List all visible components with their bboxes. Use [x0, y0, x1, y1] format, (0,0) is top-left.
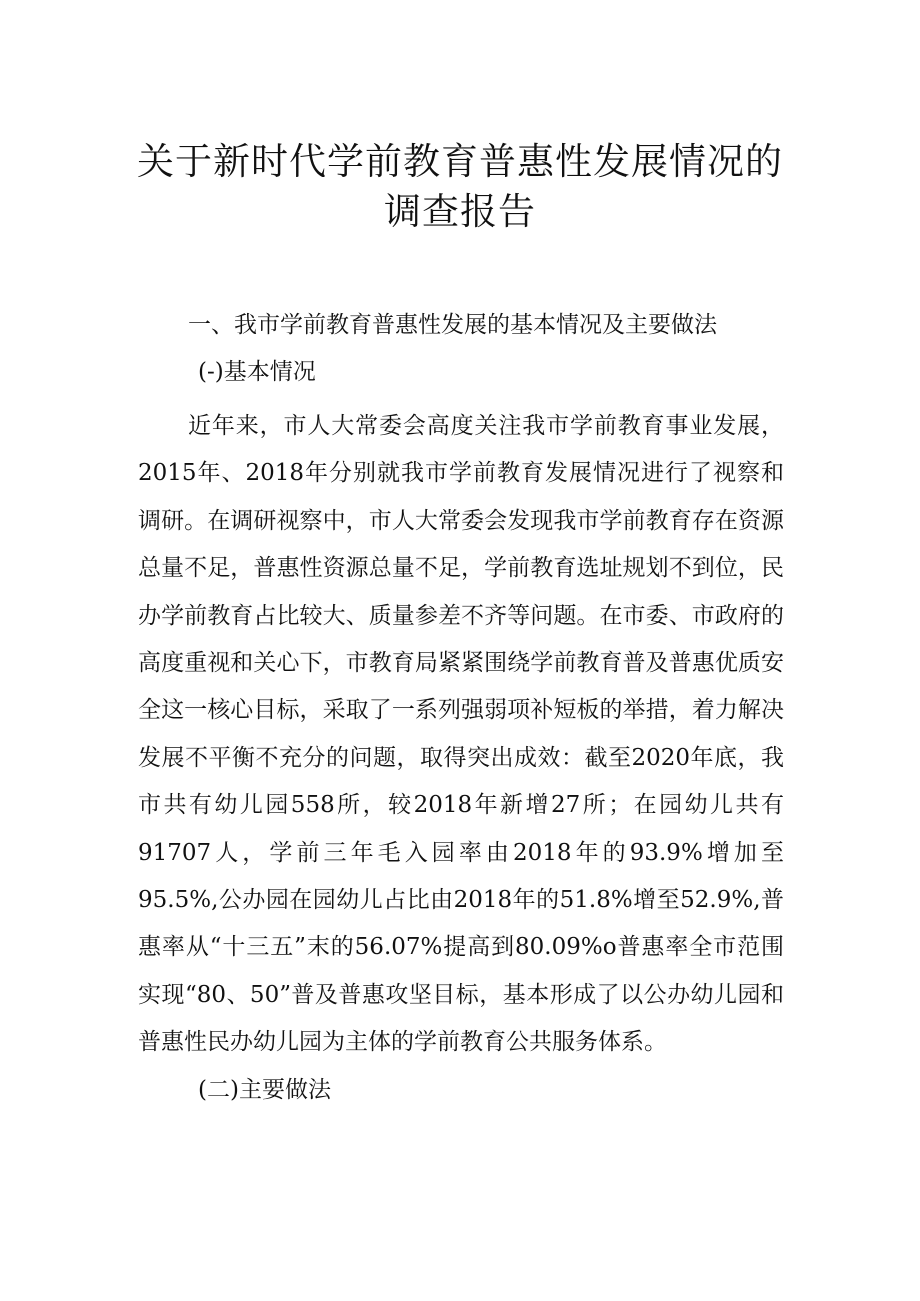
body-paragraph: 近年来，市人大常委会高度关注我市学前教育事业发展，2015年、2018年分别就我市学前教育发展情况进行了视察和调研。在调研视察中，市人大常委会发现我市学前教育存在资源总量不足，普惠性资源总量不足，学前教育选址规划不到位，民办学前教育占比较大、质量参差不齐等问题。在市委、市政府的高度重视和关心下，市教育局紧紧围绕学前教育普及普惠优质安全这一核心目标，采取了一系列强弱项补短板的举措，着力解决发展不平衡不充分的问题，取得突出成效：截至2020年底，我市共有幼儿园558所，较2018年新增27所；在园幼儿共有91707人，学前三年毛入园率由2018年的93.9%增加至95.5%,公办园在园幼儿占比由2018年的51.8%增至52.9%,普惠率从“十三五”末的56.07%提高到80.09%o普惠率全市范围实现“80、50”普及普惠攻坚目标，基本形成了以公办幼儿园和普惠性民办幼儿园为主体的学前教育公共服务体系。	[138, 413, 784, 1056]
document-title: 关于新时代学前教育普惠性发展情况的调查报告	[137, 139, 783, 233]
subsection-heading-main-practices: (二)主要做法	[198, 1077, 331, 1103]
subsection-heading-basic-situation: (-)基本情况	[198, 359, 316, 385]
section-heading-1: 一、我市学前教育普惠性发展的基本情况及主要做法	[188, 312, 717, 338]
